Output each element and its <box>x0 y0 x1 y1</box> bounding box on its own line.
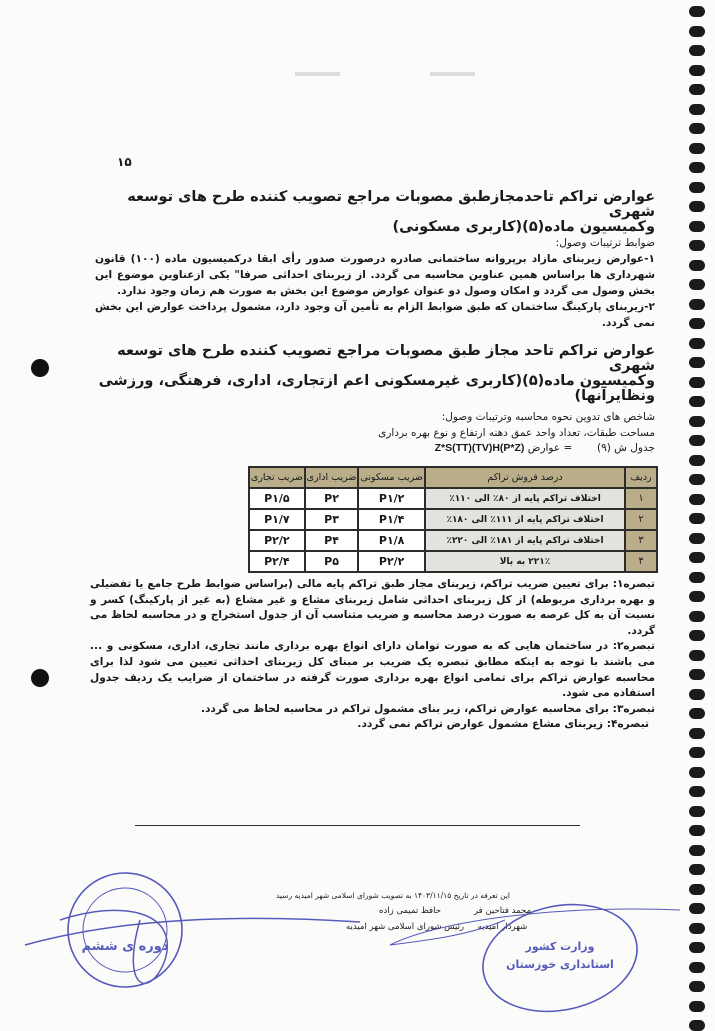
density-range: اختلاف تراکم پایه از ۱۸۱٪ الی ۲۲۰٪ <box>426 531 624 550</box>
council-head-title: رئیس شورای اسلامی شهر امیدیه <box>345 922 465 932</box>
spiral-ring <box>689 396 705 407</box>
col-header-row-index: ردیف <box>626 468 656 487</box>
section1-subheading: ضوابط ترتیبات وصول: <box>555 237 655 249</box>
section1-paragraph1: ۱-عوارض زیربنای مازاد برپروانه ساختمانی صادره درصورت صدور رأی ابقا درکمیسیون ماده (۱۰۰) قانون شهرداری ها براساس همین عناوین محاسبه می گردد. از زیربنای احداثی صرفا" یکی ازعناوین موضوع این بخش وصول می گردد و امکان وصول دو عنوان عوارض موضوع این بخش به صورت هم زمان وجود ندارد. <box>95 253 656 297</box>
formula: Z*S(TT)(TV)H(P*Z) <box>434 442 525 454</box>
col-header-commercial: ضریب تجاری <box>250 468 304 487</box>
spiral-ring <box>689 26 705 37</box>
spiral-ring <box>689 123 705 134</box>
spiral-ring <box>689 767 705 778</box>
spiral-ring <box>689 84 705 95</box>
punch-hole <box>31 359 49 377</box>
spiral-ring <box>689 689 705 700</box>
indices-heading: شاخص های تدوین نحوه محاسبه وترتیبات وصول: <box>441 411 655 423</box>
spiral-ring <box>689 357 705 368</box>
spiral-ring <box>689 182 705 193</box>
municipality-stamp <box>390 891 680 1024</box>
row-index: ۳ <box>626 531 656 550</box>
density-range: ۲۲۱٪ به بالا <box>426 552 624 571</box>
note-3: تبصره۳: برای محاسبه عوارض تراکم، زیر بنای مشمول تراکم در محاسبه لحاظ می گردد. <box>200 702 655 715</box>
spiral-ring <box>689 104 705 115</box>
residential-coefficient: P۱/۴ <box>359 510 424 529</box>
commercial-coefficient: P۱/۷ <box>250 510 304 529</box>
office-coefficient: P۳ <box>306 510 358 529</box>
spiral-ring <box>689 669 705 680</box>
section1-title-line2: وکمیسیون ماده(۵)(کاربری مسکونی) <box>392 219 655 235</box>
spiral-ring <box>689 747 705 758</box>
council-stamp <box>25 873 360 987</box>
separator-line <box>135 825 580 826</box>
spiral-ring <box>689 513 705 524</box>
density-range: اختلاف تراکم پایه از ۸۰٪ الی ۱۱۰٪ <box>426 489 624 508</box>
row-index: ۱ <box>626 489 656 508</box>
section1-title-line1: عوارض تراکم تاحدمجازطبق مصوبات مراجع تصویب کننده طرح های توسعه شهری <box>127 189 655 220</box>
spiral-ring <box>689 45 705 56</box>
spiral-ring <box>689 377 705 388</box>
spiral-ring <box>689 318 705 329</box>
col-header-density-percent: درصد فروش تراکم <box>426 468 624 487</box>
spiral-ring <box>689 299 705 310</box>
spiral-ring <box>689 708 705 719</box>
density-range: اختلاف تراکم پایه از ۱۱۱٪ الی ۱۸۰٪ <box>426 510 624 529</box>
table-header-row <box>250 468 656 487</box>
section2-title-line3: ونظایرآنها) <box>574 388 655 404</box>
spiral-ring <box>689 260 705 271</box>
note-2: تبصره۲: در ساختمان هایی که به صورت توامان دارای انواع بهره برداری مانند تجاری، اداری، مسکونی و ... می باشند با توجه به اینکه مطابق تبصره یک ضریب بر مبنای کل زیربنای احداثی تعیین می شود لذا برای محاسبه عوارض تراکم برای تمامی انواع بهره برداری صورت گرفته در ساختمان از ضرایب یک ردیف جدول استفاده می شود. <box>90 640 655 700</box>
residential-coefficient: P۱/۲ <box>359 489 424 508</box>
spiral-ring <box>689 825 705 836</box>
spiral-ring <box>689 221 705 232</box>
spiral-ring <box>689 65 705 76</box>
spiral-ring <box>689 455 705 466</box>
section2-title-line1: عوارض تراکم تاحد مجاز طبق مصوبات مراجع تصویب کننده طرح های توسعه شهری <box>117 343 655 374</box>
spiral-ring <box>689 650 705 661</box>
spiral-ring <box>689 6 705 17</box>
col-header-office: ضریب اداری <box>306 468 358 487</box>
formula-line <box>355 441 655 457</box>
spiral-ring <box>689 786 705 797</box>
council-head-name: حافظ تمیمی زاده <box>379 906 441 916</box>
office-coefficient: P۲ <box>306 489 358 508</box>
mayor-name: محمد فتاحین فر <box>473 906 532 916</box>
note-4: تبصره۴: زیربنای مشاع مشمول عوارض تراکم نمی گردد. <box>357 718 649 731</box>
spiral-ring <box>689 552 705 563</box>
residential-coefficient: P۱/۸ <box>359 531 424 550</box>
indices-block <box>355 410 655 457</box>
svg-text:وزارت کشور: وزارت کشور <box>525 940 595 953</box>
section2-title-line2: وکمیسیون ماده(۵)(کاربری غیرمسکونی اعم ازتجاری، اداری، فرهنگی، ورزشی <box>98 373 655 389</box>
approval-note: این تعرفه در تاریخ ۱۴۰۳/۱۱/۱۵ به تصویب شورای اسلامی شهر امیدیه رسید <box>275 891 510 900</box>
density-coefficient-table <box>248 466 658 573</box>
commercial-coefficient: P۲/۴ <box>250 552 304 571</box>
residential-coefficient: P۲/۲ <box>359 552 424 571</box>
row-index: ۴ <box>626 552 656 571</box>
commercial-coefficient: P۱/۵ <box>250 489 304 508</box>
office-coefficient: P۵ <box>306 552 358 571</box>
spiral-ring <box>689 591 705 602</box>
svg-text:دوره ی ششم: دوره ی ششم <box>81 939 169 954</box>
table-row <box>250 552 656 571</box>
spiral-ring <box>689 416 705 427</box>
spiral-ring <box>689 143 705 154</box>
table-ref: جدول ش (۹) <box>596 442 655 454</box>
formula-result: = عوارض <box>527 442 573 454</box>
spiral-ring <box>689 474 705 485</box>
spiral-ring <box>689 240 705 251</box>
punch-hole <box>31 669 49 687</box>
col-header-residential: ضریب مسکونی <box>359 468 424 487</box>
spiral-ring <box>689 806 705 817</box>
mayor-title: شهردار امیدیه <box>477 922 528 932</box>
commercial-coefficient: P۲/۲ <box>250 531 304 550</box>
table-row <box>250 531 656 550</box>
stamps-and-signatures <box>0 850 715 1024</box>
spiral-ring <box>689 728 705 739</box>
section1-paragraph2: ۲-زیربنای پارکینگ ساختمان که طبق ضوابط الزام به تأمین آن وجود دارد، مشمول پرداخت عوارض این بخش نمی گردد. <box>95 301 655 329</box>
section1 <box>95 190 655 331</box>
spiral-ring <box>689 533 705 544</box>
spiral-ring <box>689 338 705 349</box>
note-1: تبصره۱: برای تعیین ضریب تراکم، زیربنای مجاز طبق تراکم پایه مالی (براساس ضوابط طرح جامع یا تفضیلی و بهره برداری مربوطه) از کل زیربنای احداثی شامل زیربنای مشاع و غیر مشاع (به غیر از پارکینگ) کسر و نسبت آن به کل عرصه به صورت درصد محاسبه و ضریب متناسب آن از جدول استخراج و در محاسبه لحاظ می گردد. <box>90 578 655 637</box>
section2 <box>95 344 655 404</box>
scan-mark <box>430 72 475 76</box>
spiral-ring <box>689 494 705 505</box>
scan-mark <box>295 72 340 76</box>
spiral-ring <box>689 572 705 583</box>
spiral-ring <box>689 630 705 641</box>
spiral-ring <box>689 611 705 622</box>
spiral-ring <box>689 435 705 446</box>
svg-text:استانداری خوزستان: استانداری خوزستان <box>506 958 614 971</box>
table-row <box>250 510 656 529</box>
notes <box>90 577 655 733</box>
row-index: ۲ <box>626 510 656 529</box>
indices-text: مساحت طبقات، تعداد واحد عمق دهنه ارتفاع و نوع بهره برداری <box>378 426 655 439</box>
table-row <box>250 489 656 508</box>
office-coefficient: P۴ <box>306 531 358 550</box>
page-number: ۱۵ <box>117 155 132 169</box>
spiral-ring <box>689 162 705 173</box>
spiral-ring <box>689 279 705 290</box>
spiral-ring <box>689 201 705 212</box>
